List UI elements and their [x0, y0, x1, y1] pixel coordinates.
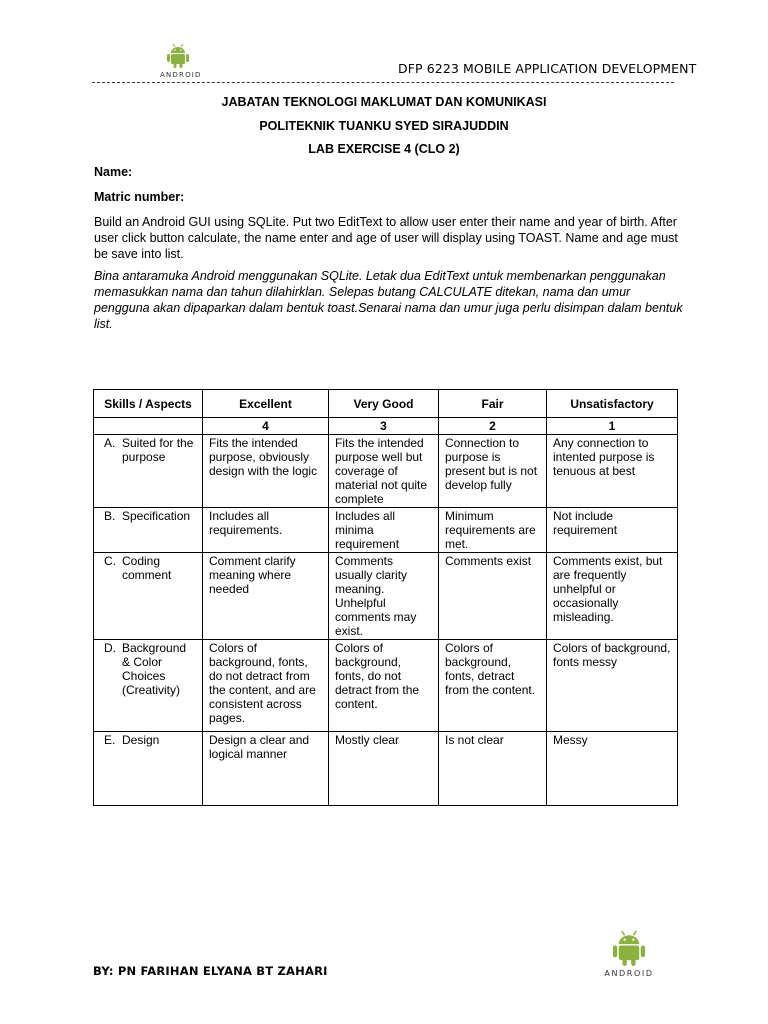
cell-unsatisfactory: Colors of background, fonts messy [547, 640, 678, 732]
score-excellent: 4 [203, 418, 329, 435]
skill-cell [94, 640, 203, 732]
cell-excellent: Fits the intended purpose, obviously design with the logic [203, 435, 329, 508]
header-very-good: Very Good [329, 390, 439, 418]
cell-excellent: Comment clarify meaning where needed [203, 553, 329, 640]
instructions-english: Build an Android GUI using SQLite. Put two EditText to allow user enter their name and year of birth. After user click button calculate, the name enter and age of user will display using TOAST. Name and age must be save into list. [94, 215, 678, 261]
skill-name: Specification [122, 509, 191, 523]
score-unsatisfactory: 1 [547, 418, 678, 435]
institution-title: POLITEKNIK TUANKU SYED SIRAJUDDIN [259, 119, 509, 133]
skill-name: Coding comment [122, 554, 172, 582]
name-label: Name: [94, 165, 133, 179]
cell-fair: Comments exist [439, 553, 547, 640]
android-wordmark: ANDROID [160, 71, 202, 79]
cell-excellent: Colors of background, fonts, do not detract from the content, and are consistent across pages. [203, 640, 329, 732]
rubric-header-row [94, 390, 678, 418]
cell-unsatisfactory: Messy [547, 732, 678, 806]
table-row [94, 553, 678, 640]
table-row [94, 732, 678, 806]
cell-excellent: Includes all requirements. [203, 508, 329, 553]
cell-very-good: Colors of background, fonts, do not detract from the content. [329, 640, 439, 732]
author-footer: BY: PN FARIHAN ELYANA BT ZAHARI [93, 964, 328, 978]
skill-letter: C. [104, 554, 116, 568]
rubric-score-row [94, 418, 678, 435]
cell-unsatisfactory: Comments exist, but are frequently unhelpful or occasionally misleading. [547, 553, 678, 640]
skill-name: Background & Color Choices (Creativity) [122, 641, 187, 697]
score-empty [94, 418, 203, 435]
cell-fair: Is not clear [439, 732, 547, 806]
exercise-title: LAB EXERCISE 4 (CLO 2) [308, 142, 460, 156]
header-excellent: Excellent [203, 390, 329, 418]
android-wordmark: ANDROID [604, 969, 654, 978]
android-logo-bottom [602, 928, 656, 978]
department-title: JABATAN TEKNOLOGI MAKLUMAT DAN KOMUNIKASI [221, 95, 547, 109]
skill-name: Suited for the purpose [122, 436, 194, 464]
table-row [94, 640, 678, 732]
skill-letter: E. [104, 733, 116, 747]
table-row [94, 508, 678, 553]
cell-unsatisfactory: Any connection to intented purpose is tenuous at best [547, 435, 678, 508]
android-logo-top [160, 42, 202, 79]
android-robot-icon [160, 42, 196, 68]
skill-cell [94, 435, 203, 508]
matric-number-label: Matric number: [94, 190, 185, 204]
header-skills-aspects: Skills / Aspects [94, 390, 203, 418]
score-fair: 2 [439, 418, 547, 435]
skill-cell [94, 553, 203, 640]
score-very-good: 3 [329, 418, 439, 435]
header-unsatisfactory: Unsatisfactory [547, 390, 678, 418]
cell-fair: Connection to purpose is present but is not develop fully [439, 435, 547, 508]
cell-unsatisfactory: Not include requirement [547, 508, 678, 553]
skill-name: Design [122, 733, 160, 747]
header-fair: Fair [439, 390, 547, 418]
cell-fair: Minimum requirements are met. [439, 508, 547, 553]
rubric-table [93, 389, 678, 806]
cell-excellent: Design a clear and logical manner [203, 732, 329, 806]
cell-fair: Colors of background, fonts, detract from the content. [439, 640, 547, 732]
cell-very-good: Fits the intended purpose well but coverage of material not quite complete [329, 435, 439, 508]
skill-letter: B. [104, 509, 116, 523]
cell-very-good: Mostly clear [329, 732, 439, 806]
table-row [94, 435, 678, 508]
skill-letter: D. [104, 641, 116, 655]
skill-cell [94, 508, 203, 553]
cell-very-good: Includes all minima requirement [329, 508, 439, 553]
header-divider [92, 82, 674, 83]
cell-very-good: Comments usually clarity meaning. Unhelpful comments may exist. [329, 553, 439, 640]
skill-letter: A. [104, 436, 116, 450]
skill-cell [94, 732, 203, 806]
android-robot-icon [602, 928, 656, 966]
instructions-malay: Bina antaramuka Android menggunakan SQLite. Letak dua EditText untuk membenarkan penggunakan memasukkan nama dan tahun dilahirklan. Selepas butang CALCULATE ditekan, nama dan umur pengguna akan dipaparkan dalam bentuk toast.Senarai nama dan umur juga perlu disimpan dalam bentuk list. [94, 269, 683, 331]
course-title: DFP 6223 MOBILE APPLICATION DEVELOPMENT [398, 61, 697, 76]
